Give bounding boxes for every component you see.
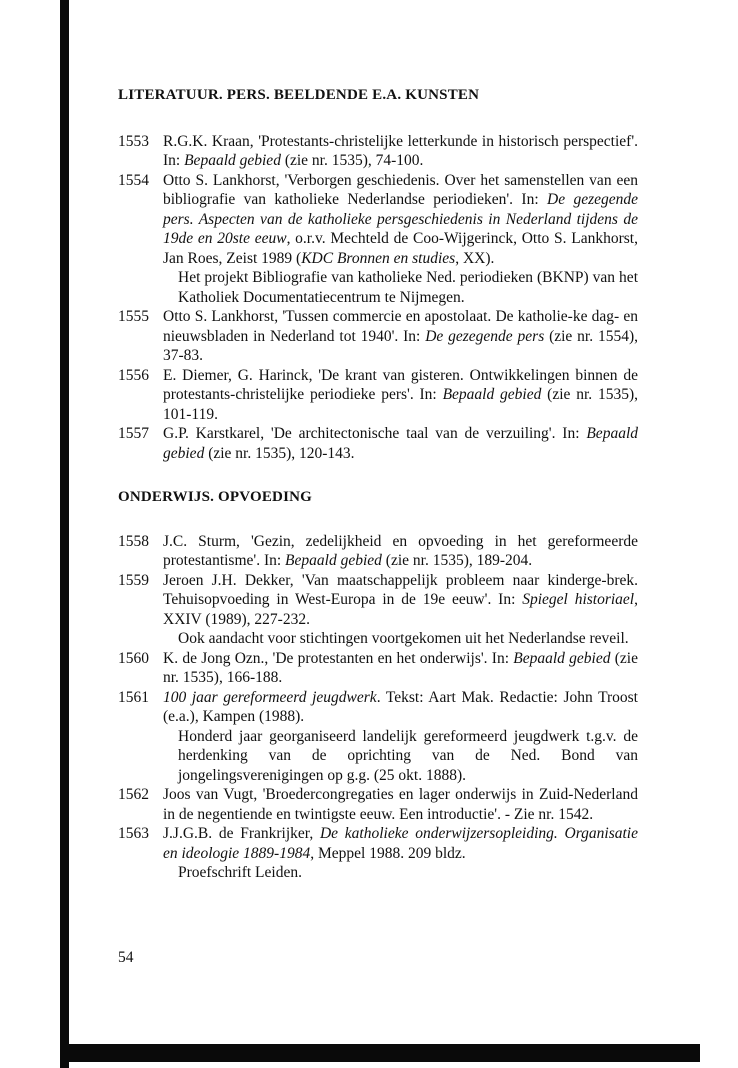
entry-text-part: Jeroen J.H. Dekker, 'Van maatschappelijk probleem naar kinderge-brek. Tehuisopvoeding in West-Europa in de 19e eeuw'. In: [163, 571, 638, 608]
document-page [118, 86, 638, 883]
bibliography-entry [118, 688, 638, 786]
entry-title-italic: Bepaald gebied [442, 386, 542, 403]
entry-text-part: J.C. Sturm, 'Gezin, zedelijkheid en opvoeding in het gereformeerde protestantisme'. In: [163, 532, 638, 569]
entry-text-part: (zie nr. 1535), 189-204. [381, 552, 533, 569]
entry-text-part: (zie nr. 1535), 120-143. [204, 444, 355, 462]
bibliography-entry [118, 132, 638, 171]
entry-text [163, 132, 638, 171]
entry-title-italic: Bepaald gebied [184, 152, 281, 169]
entry-title-italic: De gezegende pers. Aspecten van de katholieke persgeschiedenis in Nederland tijdens de 19de en 20ste eeuw [163, 191, 638, 247]
bibliography-entry [118, 307, 638, 366]
entry-title-italic: 100 jaar gereformeerd jeugdwerk [163, 688, 377, 706]
section-onderwijs-entries [118, 532, 638, 883]
bibliography-entry [118, 785, 638, 824]
entry-text [163, 824, 638, 863]
entry-number: 1553 [118, 132, 149, 150]
entry-number: 1554 [118, 171, 149, 189]
entry-title-italic: De gezegende pers [425, 327, 545, 345]
entry-text-part: K. de Jong Ozn., 'De protestanten en het onderwijs'. In: [163, 649, 514, 667]
entry-annotation: Het projekt Bibliografie van katholieke Ned. periodieken (BKNP) van het Katholiek Documentatiecentrum te Nijmegen. [178, 269, 638, 306]
entry-text [163, 366, 638, 425]
entry-text-part: (zie nr. 1535), 74-100. [280, 152, 424, 169]
scan-border-left [60, 0, 69, 1068]
page-number: 54 [118, 949, 134, 966]
entry-annotation: Proefschrift Leiden. [178, 864, 302, 881]
entry-text-part: , XX). [455, 249, 495, 267]
entry-text-part: . Tekst: Aart Mak. Redactie: John Troost (e.a.), Kampen (1988). [163, 688, 638, 725]
entry-text [163, 532, 638, 571]
entry-text-part: G.P. Karstkarel, 'De architectonische taal van de verzuiling'. In: [163, 425, 587, 442]
entry-number: 1561 [118, 688, 149, 706]
scan-border-bottom [60, 1044, 700, 1062]
entry-text-part: E. Diemer, G. Harinck, 'De krant van gisteren. Ontwikkelingen binnen de protestants-christelijke periodieke pers'. In: [163, 366, 638, 403]
entry-text [163, 424, 638, 463]
entry-text [163, 785, 638, 824]
bibliography-entry [118, 571, 638, 649]
entry-number: 1556 [118, 366, 149, 384]
entry-title-italic: KDC Bronnen en studies [301, 249, 456, 267]
bibliography-entry [118, 424, 638, 463]
entry-number: 1557 [118, 425, 149, 442]
entry-number: 1558 [118, 532, 149, 550]
entry-number: 1563 [118, 825, 149, 842]
entry-number: 1559 [118, 571, 149, 589]
entry-annotation: Honderd jaar georganiseerd landelijk gereformeerd jeugdwerk t.g.v. de herdenking van de oprichting van de Ned. Bond van jongelingsverenigingen op g.g. (25 okt. 1888). [178, 727, 638, 784]
entry-annotation: Ook aandacht voor stichtingen voortgekomen uit het Nederlandse reveil. [178, 630, 629, 647]
entry-text-part: Joos van Vugt, 'Broedercongregaties en lager onderwijs in Zuid-Nederland in de negentiende en twintigste eeuw. Een introductie'. - Zie nr. 1542. [163, 786, 638, 823]
entry-text-part: R.G.K. Kraan, 'Protestants-christelijke letterkunde in historisch perspectief'. In: [163, 132, 638, 169]
entry-title-italic: De katholieke onderwijzersopleiding. Organisatie en ideologie 1889-1984 [163, 825, 638, 862]
entry-text [163, 649, 638, 688]
bibliography-entry [118, 366, 638, 425]
entry-title-italic: Bepaald gebied [163, 425, 638, 462]
entry-text [163, 571, 638, 630]
entry-text-part: , o.r.v. Mechteld de Coo-Wijgerinck, Otto S. Lankhorst, Jan Roes, Zeist 1989 ( [163, 230, 638, 267]
entry-number: 1555 [118, 308, 149, 325]
entry-text-part: , Meppel 1988. 209 bldz. [310, 844, 466, 862]
section-heading-literatuur: LITERATUUR. PERS. BEELDENDE E.A. KUNSTEN [118, 87, 480, 103]
entry-text [163, 688, 638, 727]
entry-text-part: (zie nr. 1535), 101-119. [163, 386, 638, 423]
bibliography-entry [118, 649, 638, 688]
entry-title-italic: Spiegel historiael [522, 591, 635, 608]
entry-number: 1562 [118, 786, 149, 803]
bibliography-entry [118, 824, 638, 883]
bibliography-entry [118, 171, 638, 308]
entry-text-part: Otto S. Lankhorst, 'Verborgen geschiedenis. Over het samenstellen van een bibliografie van katholieke Nederlandse periodieken'. In: [163, 171, 638, 208]
entry-text-part: Otto S. Lankhorst, 'Tussen commercie en apostolaat. De katholie-ke dag- en nieuwsbladen in Nederland tot 1940'. In: [163, 308, 638, 345]
section-heading-onderwijs: ONDERWIJS. OPVOEDING [118, 489, 313, 505]
entry-text [163, 171, 638, 269]
entry-title-italic: Bepaald gebied [513, 649, 611, 667]
entry-number: 1560 [118, 649, 149, 667]
entry-title-italic: Bepaald gebied [285, 552, 382, 569]
entry-text [163, 307, 638, 366]
entry-text-part: (zie nr. 1535), 166-188. [163, 649, 638, 686]
bibliography-entry [118, 532, 638, 571]
entry-text-part: , XXIV (1989), 227-232. [163, 591, 638, 628]
entry-text-part: J.J.G.B. de Frankrijker, [163, 825, 320, 842]
section-literatuur-entries [118, 132, 638, 464]
entry-text-part: (zie nr. 1554), 37-83. [163, 327, 638, 364]
